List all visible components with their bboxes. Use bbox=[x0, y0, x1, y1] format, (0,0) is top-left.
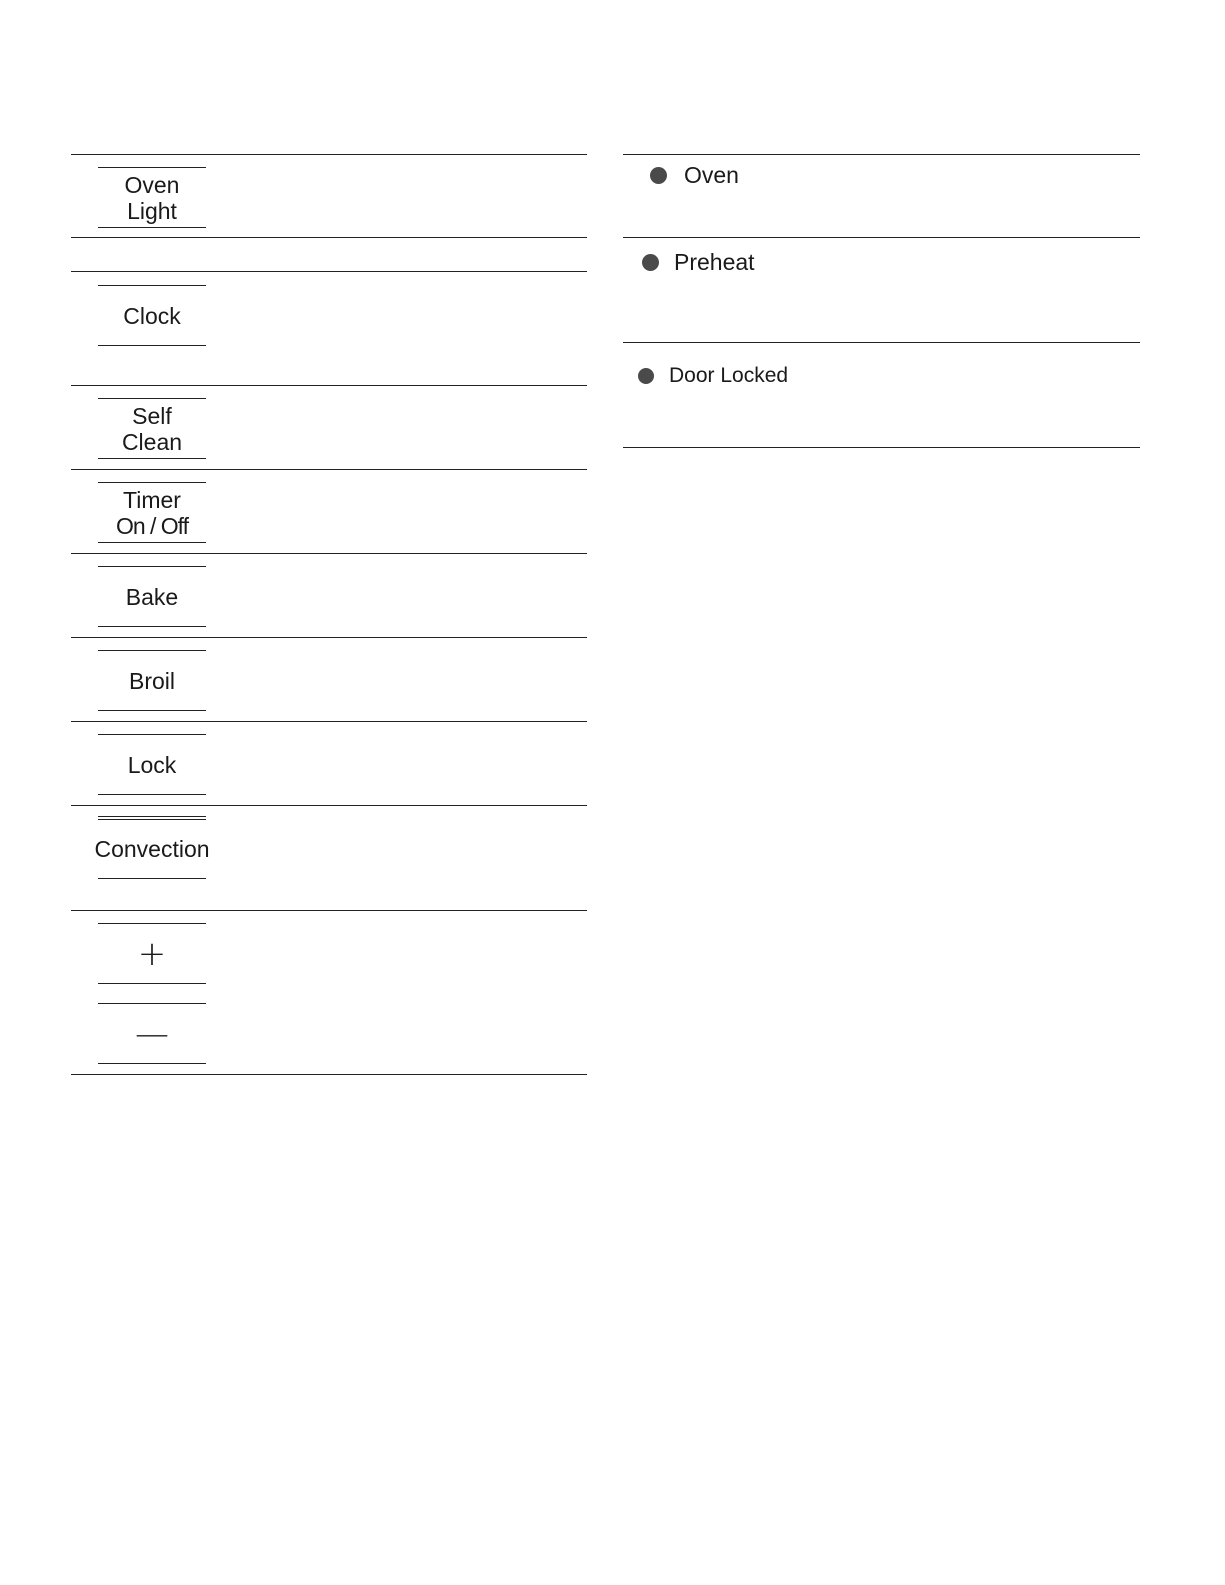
indicator-label: Preheat bbox=[674, 249, 755, 275]
button-label: Bake bbox=[125, 583, 179, 610]
row-divider bbox=[71, 553, 587, 554]
minus-icon: — bbox=[135, 1013, 169, 1054]
indicator-light-icon bbox=[642, 254, 659, 271]
button-label: Light bbox=[127, 197, 177, 224]
row-divider bbox=[71, 385, 587, 386]
door-locked-indicator bbox=[638, 364, 788, 388]
row-divider bbox=[71, 910, 587, 911]
preheat-indicator bbox=[642, 249, 755, 276]
lock-button[interactable] bbox=[98, 734, 206, 795]
broil-button[interactable] bbox=[98, 650, 206, 711]
plus-button[interactable] bbox=[98, 923, 206, 984]
button-label: Timer bbox=[123, 486, 181, 513]
minus-button[interactable] bbox=[98, 1003, 206, 1064]
button-label: Oven bbox=[124, 171, 180, 198]
row-divider bbox=[623, 237, 1140, 238]
button-label: Self bbox=[132, 402, 172, 429]
indicator-label: Oven bbox=[684, 162, 739, 188]
row-divider bbox=[71, 721, 587, 722]
row-divider bbox=[623, 154, 1140, 155]
row-divider bbox=[71, 271, 587, 272]
row-divider bbox=[71, 1074, 587, 1075]
button-label: Broil bbox=[128, 667, 175, 694]
indicator-label: Door Locked bbox=[669, 364, 789, 387]
plus-icon: + bbox=[137, 933, 167, 974]
oven-light-button[interactable] bbox=[98, 167, 206, 228]
self-clean-button[interactable] bbox=[98, 398, 206, 459]
row-divider bbox=[623, 447, 1140, 448]
button-label: Lock bbox=[127, 751, 177, 778]
convection-button[interactable] bbox=[94, 816, 210, 879]
button-label: Clean bbox=[121, 428, 183, 455]
row-divider bbox=[623, 342, 1140, 343]
indicator-light-icon bbox=[638, 368, 654, 384]
row-divider bbox=[71, 154, 587, 155]
row-divider bbox=[71, 805, 587, 806]
button-label: Convection bbox=[94, 836, 210, 862]
button-label: Clock bbox=[123, 302, 181, 329]
timer-on-off-button[interactable] bbox=[98, 482, 206, 543]
indicator-light-icon bbox=[650, 167, 667, 184]
bake-button[interactable] bbox=[98, 566, 206, 627]
button-label: On / Off bbox=[115, 512, 189, 539]
row-divider bbox=[71, 637, 587, 638]
oven-indicator bbox=[650, 162, 739, 189]
row-divider bbox=[71, 469, 587, 470]
row-divider bbox=[71, 237, 587, 238]
clock-button[interactable] bbox=[98, 285, 206, 346]
